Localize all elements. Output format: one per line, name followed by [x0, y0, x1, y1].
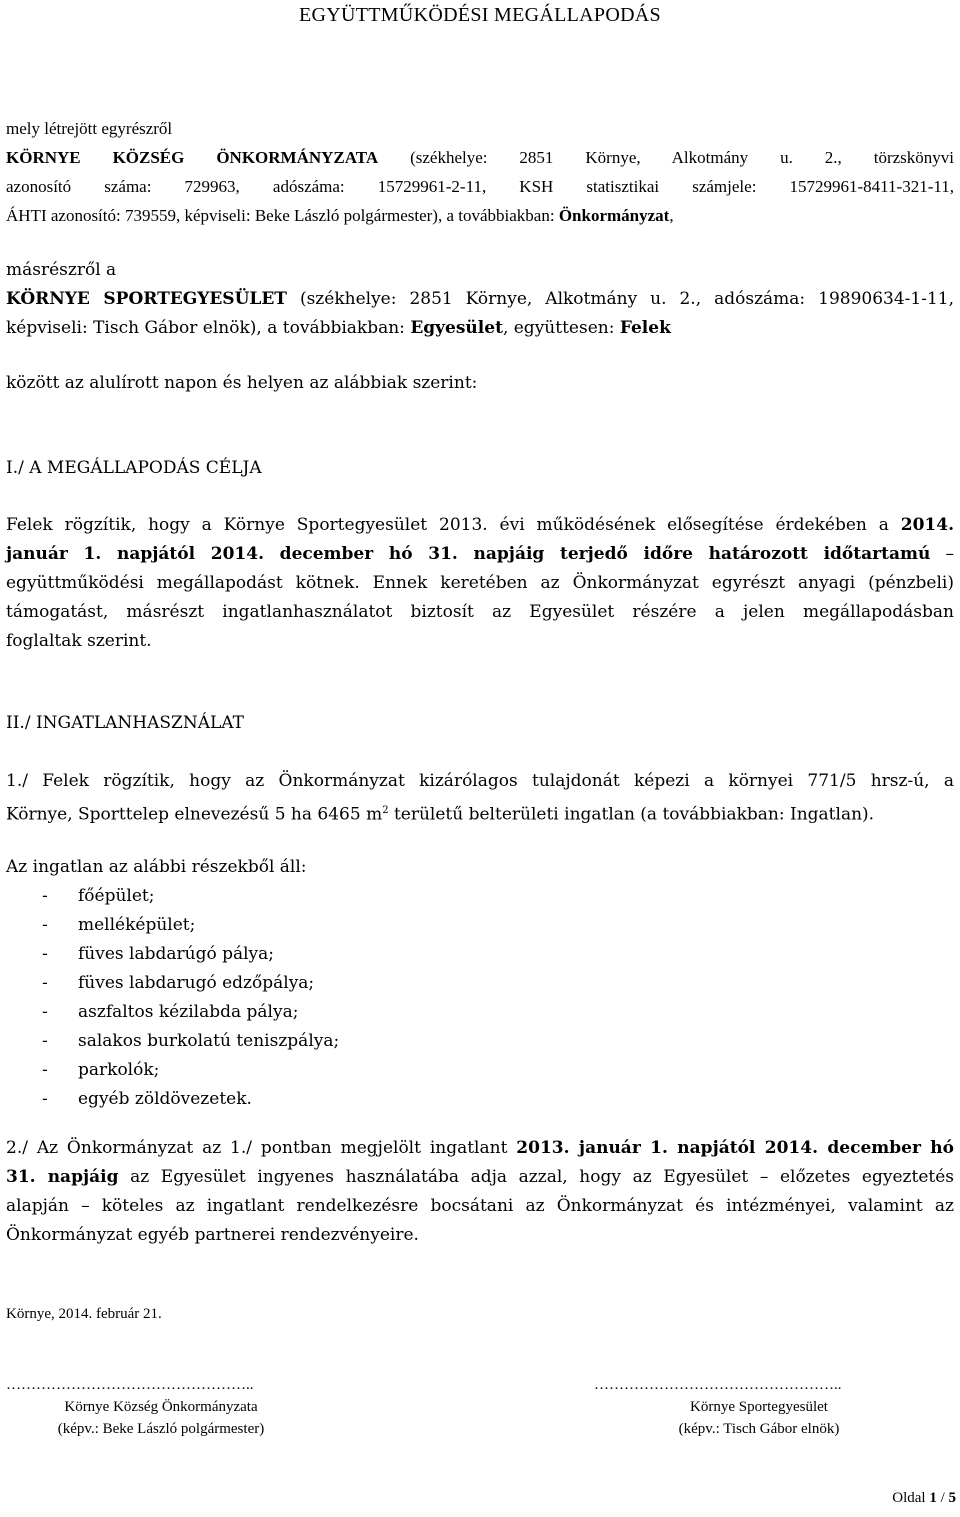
- party1-line-1: KÖRNYE KÖZSÉG ÖNKORMÁNYZATA (székhelye: 2851 Környe, Alkotmány u. 2., törzskönyvi: [6, 148, 954, 167]
- party1-name: KÖRNYE KÖZSÉG ÖNKORMÁNYZATA: [6, 148, 379, 167]
- signature-line: …………………………………………..: [6, 1377, 254, 1393]
- party2-line-2: képviseli: Tisch Gábor elnök), a továbbiakban: Egyesület, együttesen: Felek: [6, 318, 671, 338]
- section1-line-2: január 1. napjától 2014. december hó 31. napjáig terjedő időre határozott időtartamú –: [6, 544, 954, 564]
- signatory-representative: (képv.: Beke László polgármester): [57, 1421, 265, 1437]
- signature-block-municipality: [6, 1374, 316, 1440]
- section1-line-3: együttműködési megállapodást kötnek. Ennek keretében az Önkormányzat egyrészt anyagi (pénzbeli): [6, 573, 954, 593]
- section2-p2-line-2: 31. napjáig az Egyesület ingyenes használatába adja azzal, hogy az Egyesület – előzetes egyeztetés: [6, 1167, 954, 1187]
- list-item: - főépület;: [42, 886, 155, 906]
- party1-short-name: Önkormányzat: [558, 206, 670, 225]
- signatory-name: Környe Község Önkormányzata: [64, 1399, 258, 1415]
- signature-block-club: [594, 1374, 924, 1440]
- list-item: - füves labdarúgó pálya;: [42, 944, 275, 964]
- signatory-representative: (képv.: Tisch Gábor elnök): [678, 1421, 840, 1437]
- between-text: között az alulírott napon és helyen az alábbiak szerint:: [6, 373, 478, 393]
- section1-line-4: támogatást, másrészt ingatlanhasználatot biztosít az Egyesület részére a jelen megállapodásban: [6, 602, 954, 622]
- section2-p2-line-3: alapján – köteles az ingatlant rendelkezésre bocsátani az Önkormányzat és intézményei, valamint az: [6, 1196, 954, 1216]
- section2-paragraph-2: [6, 1134, 954, 1250]
- section2-p2-line-4: Önkormányzat egyéb partnerei rendezvényeire.: [6, 1225, 419, 1245]
- list-item: - parkolók;: [42, 1060, 160, 1080]
- signature-line: …………………………………………..: [594, 1377, 842, 1393]
- party1-line-3: ÁHTI azonosító: 739559, képviseli: Beke László polgármester), a továbbiakban: Önkormányzat,: [6, 206, 674, 225]
- party1-line-2: azonosító száma: 729963, adószáma: 15729961-2-11, KSH statisztikai számjele: 15729961-8411-321-11,: [6, 177, 954, 196]
- list-item: - egyéb zöldövezetek.: [42, 1089, 252, 1109]
- section2-p2-line-1: 2./ Az Önkormányzat az 1./ pontban megjelölt ingatlant 2013. január 1. napjától 2014. december hó: [6, 1138, 954, 1158]
- section1-heading: I./ A MEGÁLLAPODÁS CÉLJA: [6, 458, 262, 478]
- list-item: - melléképület;: [42, 915, 196, 935]
- parts-list: [6, 882, 954, 1114]
- document-title: EGYÜTTMŰKÖDÉSI MEGÁLLAPODÁS: [299, 4, 661, 26]
- page-number: Oldal 1 / 5: [892, 1490, 956, 1506]
- list-item: - salakos burkolatú teniszpálya;: [42, 1031, 340, 1051]
- section2-paragraph-1: [6, 767, 954, 830]
- list-item: - füves labdarugó edzőpálya;: [42, 973, 315, 993]
- party2-short-name: Egyesület: [410, 318, 503, 338]
- party2-line-1: KÖRNYE SPORTEGYESÜLET (székhelye: 2851 Környe, Alkotmány u. 2., adószáma: 19890634-1-11,: [6, 289, 954, 309]
- party2-name: KÖRNYE SPORTEGYESÜLET: [6, 289, 287, 309]
- parts-list-block: [6, 853, 954, 1114]
- parties-block-1: [6, 114, 954, 230]
- intro-line-1: mely létrejött egyrészről: [6, 119, 173, 138]
- list-item: - aszfaltos kézilabda pálya;: [42, 1002, 299, 1022]
- section2-p1-line-2: Környe, Sporttelep elnevezésű 5 ha 6465 $m^2$ területű belterületi ingatlan (a továbbiakban: Ingatlan).: [6, 804, 875, 825]
- section1-paragraph: [6, 511, 954, 656]
- signatory-name: Környe Sportegyesület: [690, 1399, 828, 1415]
- parts-list-intro: Az ingatlan az alábbi részekből áll:: [6, 857, 307, 877]
- section2-p1-line-1: 1./ Felek rögzítik, hogy az Önkormányzat kizárólagos tulajdonát képezi a környei 771/5 hrsz-ú, a: [6, 771, 954, 791]
- section1-line-5: foglaltak szerint.: [6, 631, 152, 651]
- section2-heading: II./ INGATLANHASZNÁLAT: [6, 713, 244, 733]
- place-date: Környe, 2014. február 21.: [6, 1306, 162, 1322]
- intro-line-2: másrészről a: [6, 260, 117, 280]
- parties-together-name: Felek: [619, 318, 671, 338]
- section1-line-1: Felek rögzítik, hogy a Környe Sportegyesület 2013. évi működésének elősegítése érdekében a 2014.: [6, 515, 954, 535]
- parties-block-2: [6, 256, 954, 343]
